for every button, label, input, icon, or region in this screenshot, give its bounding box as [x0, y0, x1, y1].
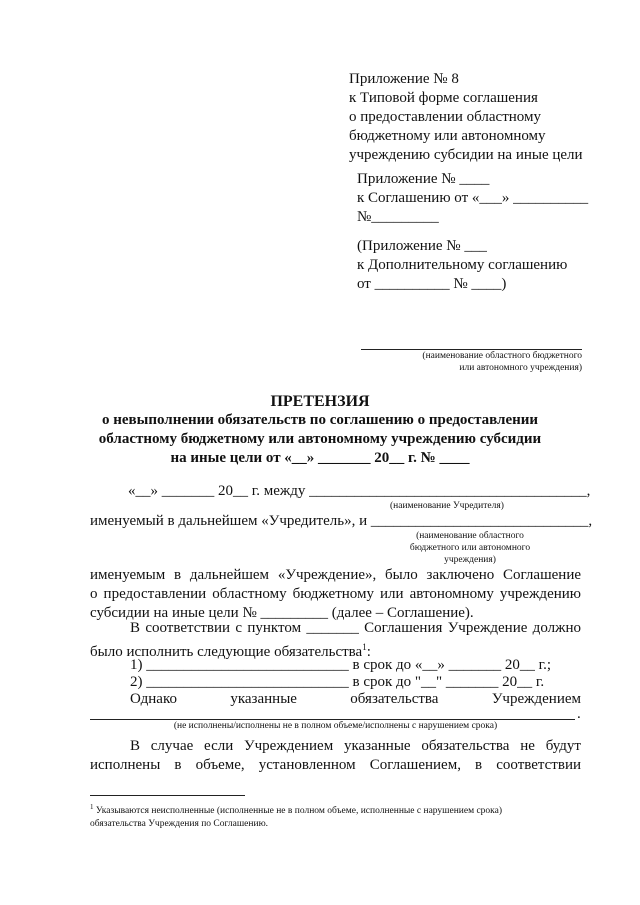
footnote-separator [90, 795, 245, 796]
institution-caption-line: бюджетного или автономного [409, 543, 531, 553]
however-word: указанные [230, 691, 297, 707]
annex8-header [349, 70, 583, 165]
annex-agreement-header [357, 170, 588, 227]
annex-additional-header [357, 237, 567, 294]
annex-additional-line: (Приложение № ___ [357, 238, 487, 254]
founder-caption: (наименование Учредителя) [390, 501, 504, 511]
annex-additional-line: к Дополнительному соглашению [357, 257, 568, 273]
paragraph-consequence [90, 737, 581, 775]
annex8-line: бюджетному или автономному [349, 128, 546, 144]
paragraph-line: В соответствии с пунктом _______ Соглашения Учреждение должно [130, 620, 581, 636]
footnote-number: 1 [90, 803, 94, 811]
obligation-item: 1) ___________________________ в срок до «__» _______ 20__ г.; [130, 657, 552, 673]
footnote-line [90, 801, 582, 818]
addressee-caption-line: (наименование областного бюджетного [422, 351, 582, 361]
institution-caption [380, 530, 560, 566]
annex-agreement-line: к Соглашению от «___» __________ [357, 190, 589, 206]
annex8-line: к Типовой форме соглашения [349, 90, 538, 106]
subtitle-line: о невыполнении обязательств по соглашению о предоставлении [101, 412, 539, 428]
paragraph-agreement [90, 566, 581, 623]
founder-line: именуемый в дальнейшем «Учредитель», и _____________________________, [90, 513, 593, 529]
subtitle-line: областному бюджетному или автономному учреждению субсидии [98, 431, 542, 447]
paragraph-line: субсидии на иные цели № _________ (далее – Соглашение). [90, 605, 474, 621]
annex-agreement-line: Приложение № ____ [357, 171, 490, 187]
document-subtitle [0, 411, 640, 468]
document-title: ПРЕТЕНЗИЯ [270, 393, 370, 410]
however-word: обязательства [350, 691, 439, 707]
however-word: Однако [130, 691, 177, 707]
paragraph-line: исполнены в объеме, установленном Соглашением, в соответствии [90, 757, 581, 773]
subtitle-line: на иные цели от «__» _______ 20__ г. № ____ [170, 450, 470, 466]
paragraph-line: именуемым в дальнейшем «Учреждение», было заключено Соглашение [90, 567, 581, 583]
status-period: . [577, 706, 581, 722]
footnote-line: обязательства Учреждения по Соглашению. [90, 819, 269, 830]
paragraph-text: было исполнить следующие обязательства [90, 644, 363, 660]
annex-additional-line: от __________ № ____) [357, 276, 507, 292]
obligation-item: 2) ___________________________ в срок до "__" _______ 20__ г. [130, 674, 545, 690]
paragraph-colon: : [366, 644, 371, 660]
however-line [130, 690, 581, 709]
date-line: «__» _______ 20__ г. между _____________________________________, [128, 483, 591, 499]
paragraph-line: В случае если Учреждением указанные обязательства не будут [130, 738, 581, 754]
institution-caption-line: учреждения) [444, 555, 496, 565]
annex-agreement-line: №_________ [357, 209, 439, 225]
footnote-text: Указываются неисполненные (исполненные не в полном объеме, исполненные с нарушением срока) [95, 806, 503, 817]
footnote [90, 801, 582, 831]
institution-caption-line: (наименование областного [416, 531, 524, 541]
however-word: Учреждением [491, 691, 581, 707]
annex8-line: Приложение № 8 [349, 71, 459, 87]
annex8-line: о предоставлении областному [349, 109, 542, 125]
addressee-caption [361, 350, 582, 374]
addressee-caption-line: или автономного учреждения) [459, 363, 582, 373]
footnote-reference[interactable]: 1 [362, 642, 367, 652]
paragraph-line: о предоставлении областному бюджетному или автономному учреждению [90, 586, 581, 602]
annex8-line: учреждению субсидии на иные цели [349, 147, 583, 163]
status-caption: (не исполнены/исполнены не в полном объеме/исполнены с нарушением срока) [173, 721, 498, 731]
